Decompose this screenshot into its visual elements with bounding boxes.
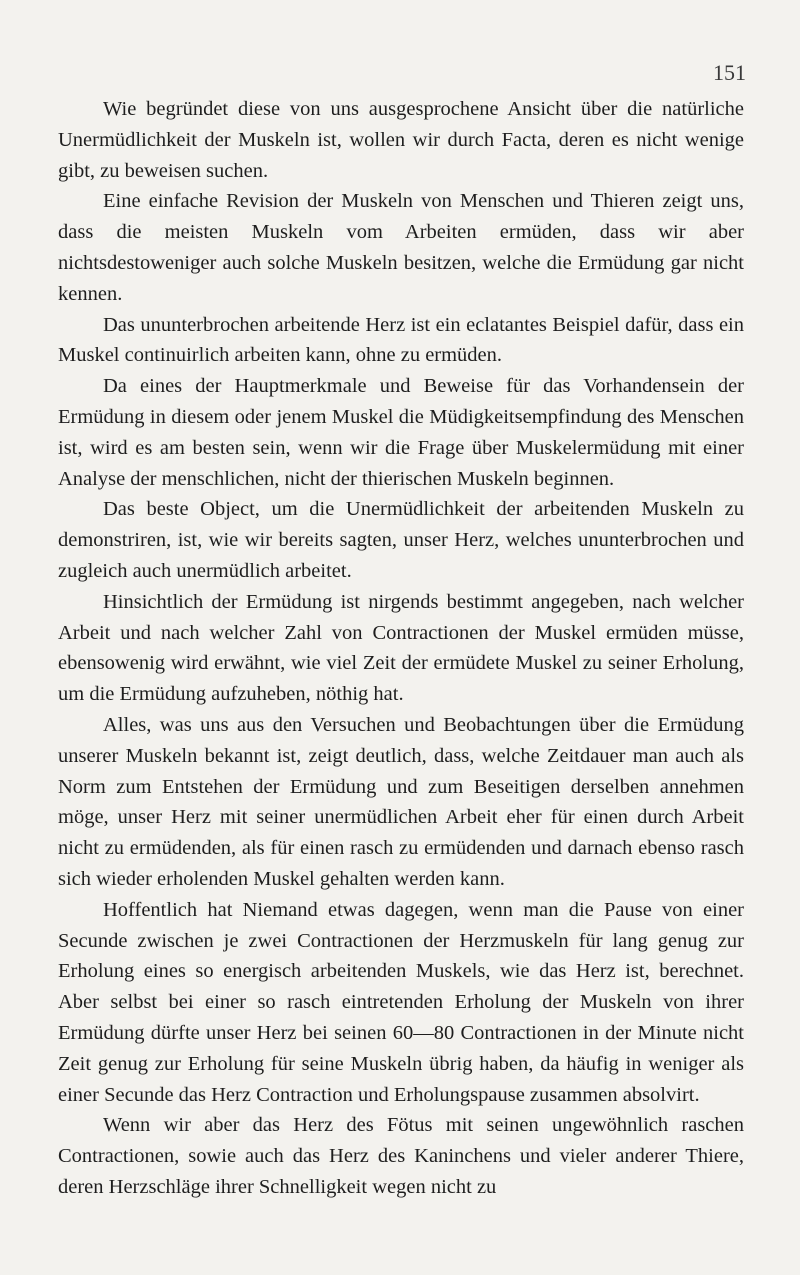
paragraph: Wenn wir aber das Herz des Fötus mit seinen ungewöhnlich raschen Contractionen, sowie auch das Herz des Kaninchens und vieler anderer Thiere, deren Herzschläge ihrer Schnelligkeit wegen nicht zu — [58, 1114, 744, 1198]
paragraph: Hinsichtlich der Ermüdung ist nirgends bestimmt angegeben, nach welcher Arbeit und nach welcher Zahl von Contractionen der Muskel ermüden müsse, ebensowenig wird erwähnt, wie viel Zeit der ermüdete Muskel zu seiner Erholung, um die Ermüdung aufzuheben, nöthig hat. — [58, 590, 744, 706]
paragraph: Alles, was uns aus den Versuchen und Beobachtungen über die Ermüdung unserer Muskeln bekannt ist, zeigt deutlich, dass, welche Zeitdauer man auch als Norm zum Entstehen der Ermüdung und zum Beseitigen derselben annehmen möge, unser Herz mit seiner unermüdlichen Arbeit eher für einen durch Arbeit nicht zu ermüdenden, als für einen rasch zu ermüdenden und darnach ebenso rasch sich wieder erholenden Muskel gehalten werden kann. — [58, 713, 744, 890]
paragraph: Das ununterbrochen arbeitende Herz ist ein eclatantes Beispiel dafür, dass ein Muskel continuirlich arbeiten kann, ohne zu ermüden. — [58, 313, 744, 367]
page-number: 151 — [713, 60, 746, 85]
paragraph: Eine einfache Revision der Muskeln von Menschen und Thieren zeigt uns, dass die meisten Muskeln vom Arbeiten ermüden, dass wir aber nichtsdestoweniger auch solche Muskeln besitzen, welche die Ermüdung gar nicht kennen. — [58, 190, 744, 305]
paragraph: Da eines der Hauptmerkmale und Beweise für das Vorhandensein der Ermüdung in diesem oder jenem Muskel die Müdigkeitsempfindung des Menschen ist, wird es am besten sein, wenn wir die Frage über Muskelermüdung mit einer Analyse der menschlichen, nicht der thierischen Muskeln beginnen. — [58, 375, 744, 490]
paragraph: Hoffentlich hat Niemand etwas dagegen, wenn man die Pause von einer Secunde zwischen je zwei Contractionen der Herzmuskeln für lang genug zur Erholung eines so energisch arbeitenden Muskels, wie das Herz ist, berechnet. Aber selbst bei einer so rasch eintretenden Erholung der Muskeln von ihrer Ermüdung dürfte unser Herz bei seinen 60—80 Contractionen in der Minute nicht Zeit genug zur Erholung für seine Muskeln übrig haben, da häufig in weniger als einer Secunde das Herz Contraction und Erholungspause zusammen absolvirt. — [58, 898, 744, 1106]
body-text — [58, 94, 744, 1203]
paragraph: Wie begründet diese von uns ausgesprochene Ansicht über die natürliche Unermüdlichkeit der Muskeln ist, wollen wir durch Facta, deren es nicht wenige gibt, zu beweisen suchen. — [58, 98, 744, 182]
paragraph: Das beste Object, um die Unermüdlichkeit der arbeitenden Muskeln zu demonstriren, ist, wie wir bereits sagten, unser Herz, welches ununterbrochen und zugleich auch unermüdlich arbeitet. — [58, 498, 744, 582]
